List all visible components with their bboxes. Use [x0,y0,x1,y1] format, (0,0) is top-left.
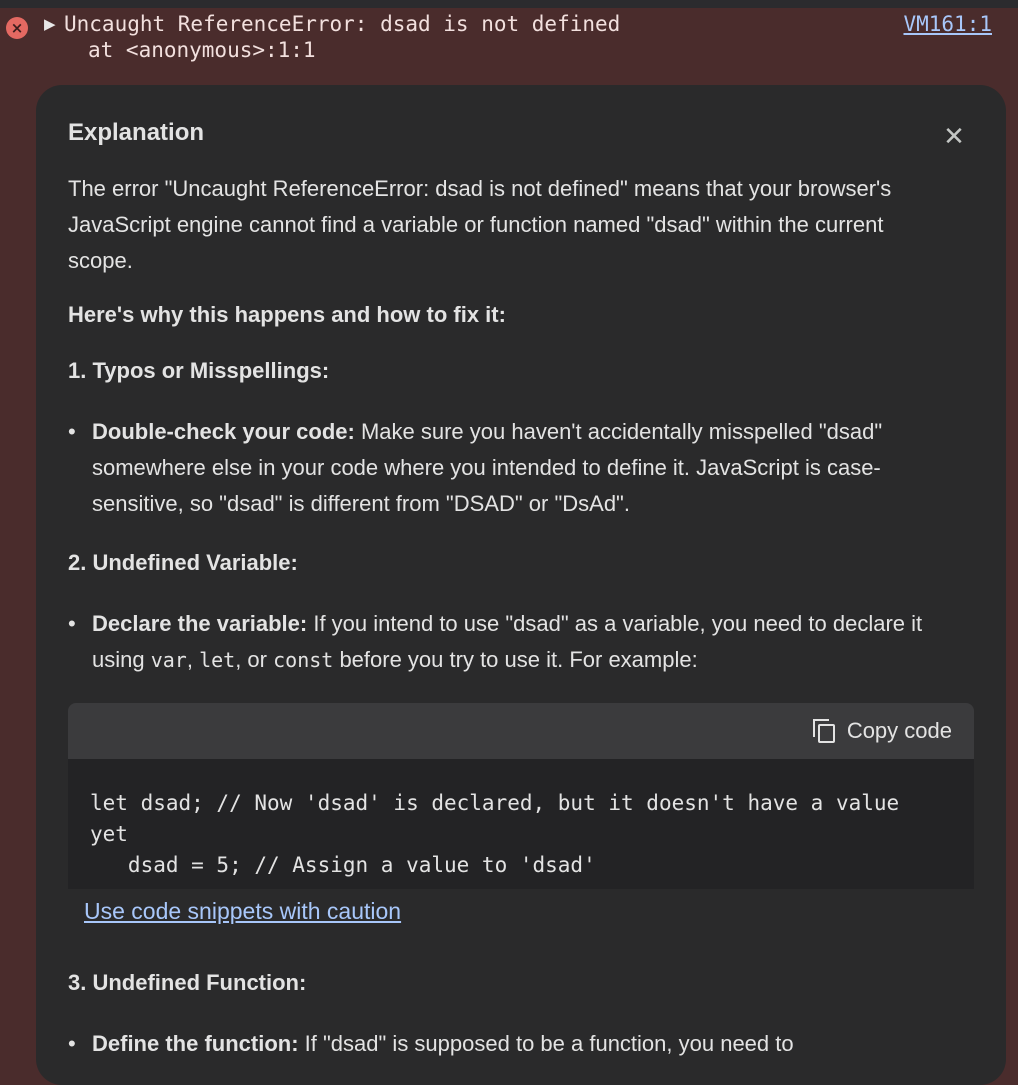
intro-paragraph: The error "Uncaught ReferenceError: dsad is not defined" means that your browser's JavaScript engine cannot find a variable or function named "dsad" within the current scope. [68,176,892,273]
code-line: dsad = 5; // Assign a value to 'dsad' [90,853,596,877]
section-2-heading: 2. Undefined Variable: [68,550,298,575]
section-1-heading: 1. Typos or Misspellings: [68,358,330,383]
code-line: let dsad; // Now 'dsad' is declared, but it doesn't have a value [90,791,900,815]
keyword-var: var [150,648,187,672]
code-block [68,759,974,889]
error-message: Uncaught ReferenceError: dsad is not defined [64,12,621,36]
why-heading: Here's why this happens and how to fix it: [68,302,506,327]
panel-title: Explanation [68,119,205,146]
keyword-const: const [273,648,334,672]
bullet-lead: Define the function: [92,1031,299,1056]
console-error-row[interactable] [0,8,1018,68]
section-1-bullet [68,414,968,522]
error-icon: × [6,17,28,39]
bullet-content [92,606,972,678]
bullet-text: If you intend to use "dsad" as a variable, you need to declare it using [92,611,923,672]
code-snippets-caution-link[interactable]: Use code snippets with caution [84,898,402,924]
code-line: yet [90,822,128,846]
source-location-link[interactable]: VM161:1 [903,12,992,36]
bullet-content [92,1026,968,1062]
code-block-header [68,703,974,759]
devtools-top-bar [0,0,1018,8]
explanation-panel [36,85,1006,1085]
expand-triangle-icon[interactable]: ▶ [44,15,56,33]
bullet-dot: • [68,611,76,636]
separator: , [186,647,200,672]
section-3-bullet [68,1026,968,1062]
error-stack-location: at <anonymous>:1:1 [88,38,316,62]
bullet-text: Make sure you haven't accidentally misspelled "dsad" somewhere else in your code where you intended to define it. JavaScript is case-sensitive, so "dsad" is different from "DSAD" or "DsAd". [92,419,883,516]
bullet-lead: Declare the variable: [92,611,308,636]
bullet-dot: • [68,419,76,444]
section-3-heading: 3. Undefined Function: [68,970,307,995]
keyword-let: let [199,648,236,672]
bullet-lead: Double-check your code: [92,419,355,444]
bullet-text: If "dsad" is supposed to be a function, you need to [298,1031,794,1056]
separator: , or [235,647,274,672]
copy-code-button[interactable] [813,715,952,747]
close-icon[interactable]: ✕ [943,122,965,152]
section-2-bullet [68,606,968,678]
bullet-text: before you try to use it. For example: [333,647,698,672]
bullet-content [92,414,972,522]
copy-code-label: Copy code [846,718,952,743]
copy-icon [813,719,835,743]
bullet-dot: • [68,1031,76,1056]
